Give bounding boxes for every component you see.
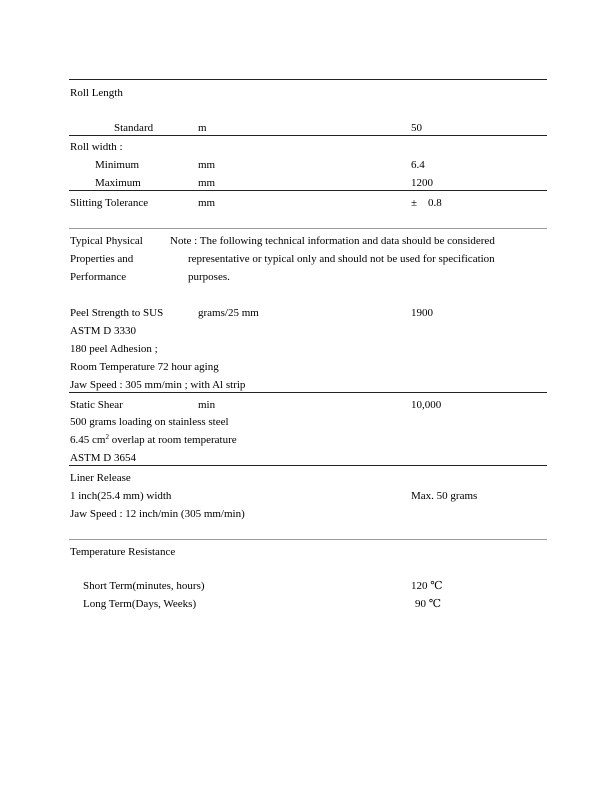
typical-heading-line-2: Properties and <box>70 253 134 265</box>
divider <box>69 79 547 80</box>
static-shear-detail-line-3: ASTM D 3654 <box>70 452 137 464</box>
liner-release-line-1: 1 inch(25.4 mm) width <box>70 490 172 502</box>
peel-detail-line-3: Room Temperature 72 hour aging <box>70 361 219 373</box>
peel-strength-value: 1900 <box>411 307 433 319</box>
roll-length-standard-unit: m <box>198 122 207 134</box>
divider <box>69 392 547 393</box>
static-shear-unit: min <box>198 399 216 411</box>
peel-detail-line-2: 180 peel Adhesion ; <box>70 343 158 355</box>
peel-detail-line-4: Jaw Speed : 305 mm/min ; with Al strip <box>70 379 246 391</box>
typical-note-line-2: representative or typical only and should not be used for specification <box>188 253 495 265</box>
roll-width-min-label: Minimum <box>95 159 140 171</box>
slitting-tolerance-value: ± 0.8 <box>411 197 442 209</box>
static-shear-detail-line-1: 500 grams loading on stainless steel <box>70 416 229 428</box>
roll-width-min-unit: mm <box>198 159 216 171</box>
temperature-long-value: 90 ℃ <box>415 598 442 610</box>
divider <box>69 135 547 136</box>
slitting-tolerance-unit: mm <box>198 197 216 209</box>
typical-note-line-1: Note : The following technical information and data should be considered <box>170 235 495 247</box>
divider <box>69 539 547 540</box>
typical-heading-line-1: Typical Physical <box>70 235 143 247</box>
typical-heading-line-3: Performance <box>70 271 127 283</box>
roll-length-standard-value: 50 <box>411 122 422 134</box>
temperature-short-value: 120 ℃ <box>411 580 443 592</box>
typical-note-line-3: purposes. <box>188 271 230 283</box>
slitting-tolerance-label: Slitting Tolerance <box>70 197 149 209</box>
liner-release-heading: Liner Release <box>70 472 131 484</box>
peel-strength-label: Peel Strength to SUS <box>70 307 164 319</box>
peel-detail-line-1: ASTM D 3330 <box>70 325 137 337</box>
roll-width-heading: Roll width : <box>70 141 123 153</box>
roll-width-min-value: 6.4 <box>411 159 425 171</box>
roll-length-standard-label: Standard <box>114 122 154 134</box>
divider <box>69 228 547 229</box>
divider <box>69 465 547 466</box>
roll-length-heading: Roll Length <box>70 87 123 99</box>
roll-width-max-label: Maximum <box>95 177 141 189</box>
peel-strength-unit: grams/25 mm <box>198 307 259 319</box>
roll-width-max-unit: mm <box>198 177 216 189</box>
liner-release-value: Max. 50 grams <box>411 490 478 502</box>
liner-release-line-2: Jaw Speed : 12 inch/min (305 mm/min) <box>70 508 245 520</box>
static-shear-label: Static Shear <box>70 399 123 411</box>
divider <box>69 190 547 191</box>
temperature-short-label: Short Term(minutes, hours) <box>83 580 205 592</box>
temperature-heading: Temperature Resistance <box>70 546 176 558</box>
roll-width-max-value: 1200 <box>411 177 433 189</box>
static-shear-detail-line-2: 6.45 $cm^2$ overlap at room temperature <box>70 433 237 446</box>
superscript: 2 <box>105 433 109 441</box>
static-shear-value: 10,000 <box>411 399 442 411</box>
temperature-long-label: Long Term(Days, Weeks) <box>83 598 197 610</box>
